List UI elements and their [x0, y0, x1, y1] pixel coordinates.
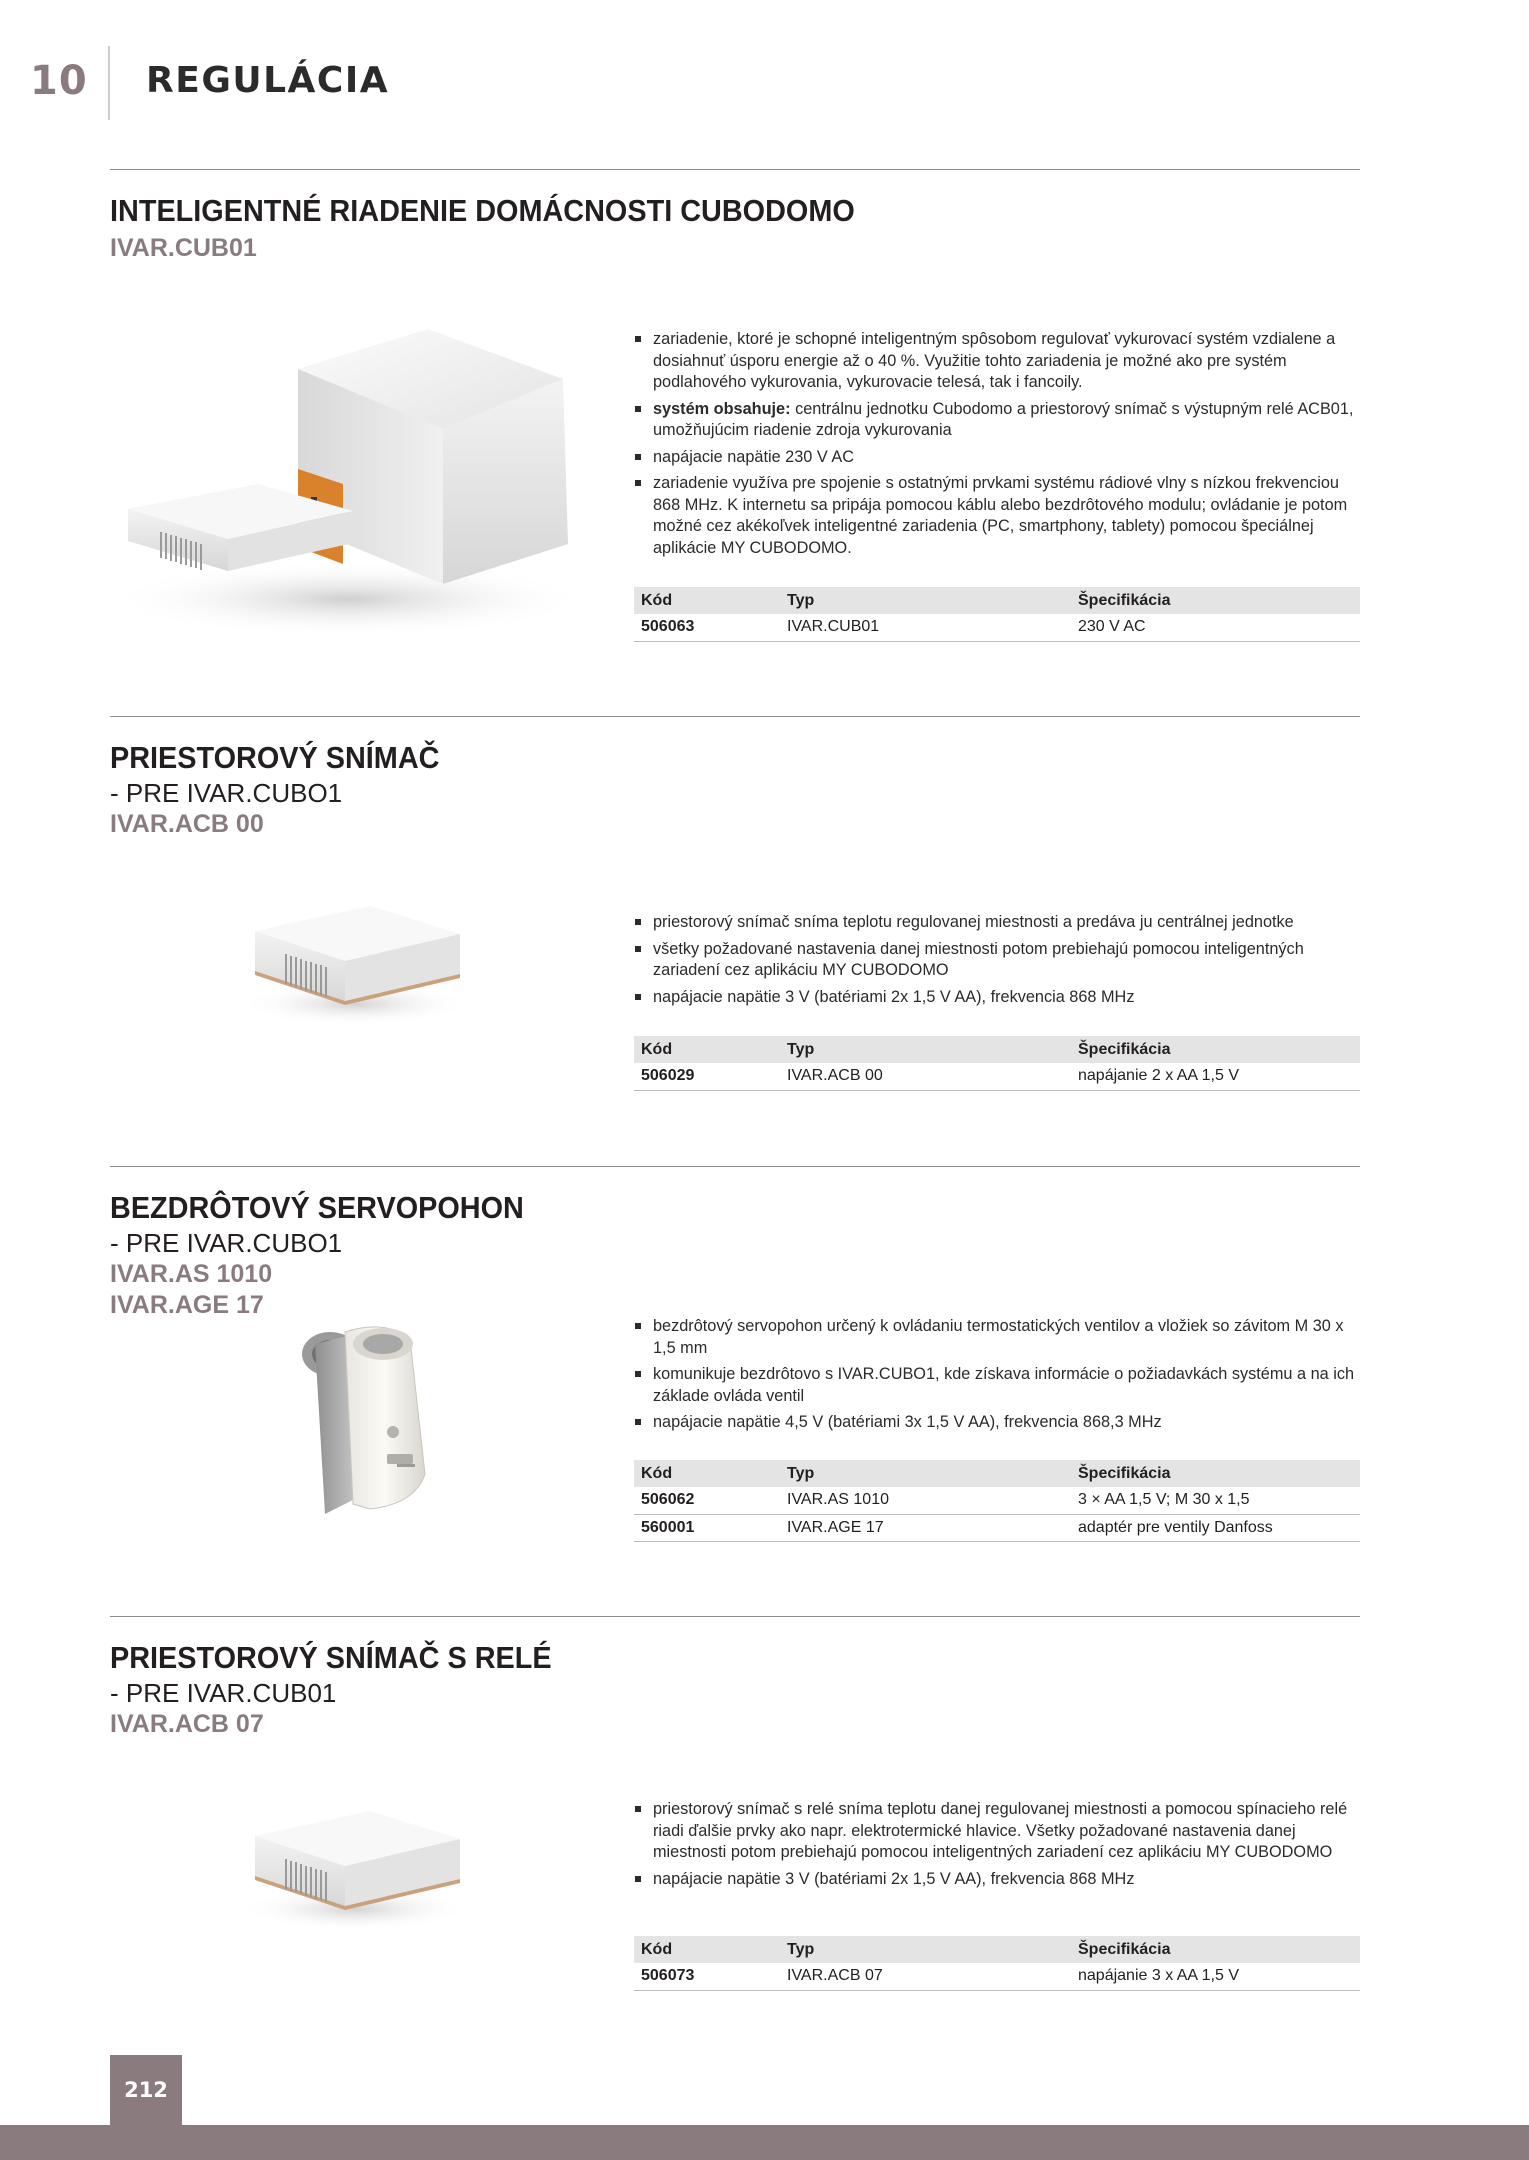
product-code: IVAR.CUB01 — [110, 234, 257, 262]
cell-spec: 230 V AC — [1071, 614, 1360, 641]
spec-table — [634, 587, 1360, 642]
section-subtitle: - PRE IVAR.CUB01 — [110, 1678, 337, 1708]
column-header-kod: Kód — [634, 1036, 780, 1063]
page-number: 212 — [110, 2055, 182, 2125]
cell-typ: IVAR.AS 1010 — [780, 1487, 1071, 1514]
section-rule — [110, 1166, 1360, 1167]
spec-table — [634, 1036, 1360, 1091]
cubodomo-unit-image — [98, 319, 598, 649]
cell-spec: adaptér pre ventily Danfoss — [1071, 1514, 1360, 1541]
section-subtitle: - PRE IVAR.CUBO1 — [110, 778, 343, 808]
cell-typ: IVAR.ACB 00 — [780, 1063, 1071, 1090]
list-item: systém obsahuje: centrálnu jednotku Cubodomo a priestorový snímač s výstupným relé ACB01, umožňujúcim riadenie zdroja vykurovania — [634, 399, 1360, 442]
list-item: napájacie napätie 4,5 V (batériami 3x 1,5 V AA), frekvencia 868,3 MHz — [634, 1412, 1360, 1434]
chapter-number: 10 — [30, 58, 88, 104]
column-header-typ: Typ — [780, 1936, 1071, 1963]
cell-kod: 506073 — [634, 1963, 780, 1990]
section-subtitle: - PRE IVAR.CUBO1 — [110, 1228, 343, 1258]
spec-table — [634, 1460, 1360, 1542]
column-header-spec: Špecifikácia — [1071, 1036, 1360, 1063]
chapter-divider — [108, 46, 110, 120]
feature-list — [634, 912, 1360, 1013]
product-code: IVAR.ACB 07 — [110, 1710, 264, 1738]
column-header-spec: Špecifikácia — [1071, 587, 1360, 614]
feature-list — [634, 1316, 1360, 1439]
list-item: zariadenie využíva pre spojenie s ostatnými prvkami systému rádiové vlny s nízkou frekvenciou 868 MHz. K internetu sa pripája pomocou káblu alebo bezdrôtového modulu; ovládanie je potom možné cez akékoľvek inteligentné zariadenia (PC, smartphony, tablety) pomocou špeciálnej aplikácie MY CUBODOMO. — [634, 473, 1360, 559]
column-header-spec: Špecifikácia — [1071, 1460, 1360, 1487]
section-rule — [110, 169, 1360, 170]
cell-kod: 560001 — [634, 1514, 780, 1541]
cell-typ: IVAR.ACB 07 — [780, 1963, 1071, 1990]
cell-kod: 506029 — [634, 1063, 780, 1090]
section-rule — [110, 716, 1360, 717]
column-header-typ: Typ — [780, 1460, 1071, 1487]
list-item: napájacie napätie 3 V (batériami 2x 1,5 V AA), frekvencia 868 MHz — [634, 987, 1360, 1009]
column-header-spec: Špecifikácia — [1071, 1936, 1360, 1963]
product-code: IVAR.ACB 00 — [110, 810, 264, 838]
list-item: bezdrôtový servopohon určený k ovládaniu termostatických ventilov a vložiek so závitom M 30 x 1,5 mm — [634, 1316, 1360, 1359]
list-item: všetky požadované nastavenia danej miestnosti potom prebiehajú pomocou inteligentných zariadení cez aplikáciu MY CUBODOMO — [634, 939, 1360, 982]
servo-drive-image — [275, 1314, 445, 1524]
section-title: PRIESTOROVÝ SNÍMAČ — [110, 740, 440, 775]
table-row — [634, 1514, 1360, 1541]
cell-spec: napájanie 2 x AA 1,5 V — [1071, 1063, 1360, 1090]
section-title: BEZDRÔTOVÝ SERVOPOHON — [110, 1190, 524, 1225]
cell-spec: napájanie 3 x AA 1,5 V — [1071, 1963, 1360, 1990]
table-row — [634, 1487, 1360, 1514]
table-row — [634, 1063, 1360, 1090]
room-sensor-image — [235, 876, 475, 1036]
feature-list — [634, 1799, 1360, 1895]
cell-kod: 506062 — [634, 1487, 780, 1514]
footer-band — [0, 2125, 1529, 2160]
product-code: IVAR.AS 1010 — [110, 1260, 273, 1288]
table-header-row — [634, 1936, 1360, 1963]
column-header-kod: Kód — [634, 1936, 780, 1963]
chapter-title: REGULÁCIA — [146, 60, 390, 101]
table-header-row — [634, 587, 1360, 614]
section-title: PRIESTOROVÝ SNÍMAČ S RELÉ — [110, 1640, 552, 1675]
table-header-row — [634, 1036, 1360, 1063]
list-item: napájacie napätie 3 V (batériami 2x 1,5 V AA), frekvencia 868 MHz — [634, 1869, 1360, 1891]
cell-typ: IVAR.AGE 17 — [780, 1514, 1071, 1541]
product-section-cubodomo — [110, 169, 1360, 649]
cell-spec: 3 × AA 1,5 V; M 30 x 1,5 — [1071, 1487, 1360, 1514]
cell-kod: 506063 — [634, 614, 780, 641]
list-item: napájacie napätie 230 V AC — [634, 447, 1360, 469]
section-rule — [110, 1616, 1360, 1617]
column-header-typ: Typ — [780, 1036, 1071, 1063]
table-row — [634, 1963, 1360, 1990]
product-section-servo-drive — [110, 1166, 1360, 1546]
list-item: priestorový snímač sníma teplotu regulovanej miestnosti a predáva ju centrálnej jednotke — [634, 912, 1360, 934]
spec-table — [634, 1936, 1360, 1991]
table-header-row — [634, 1460, 1360, 1487]
column-header-typ: Typ — [780, 587, 1071, 614]
cell-typ: IVAR.CUB01 — [780, 614, 1071, 641]
room-sensor-relay-image — [235, 1781, 475, 1941]
list-item: komunikuje bezdrôtovo s IVAR.CUBO1, kde získava informácie o požiadavkách systému a na ich základe ovláda ventil — [634, 1364, 1360, 1407]
product-section-room-sensor-relay — [110, 1616, 1360, 1996]
list-item: priestorový snímač s relé sníma teplotu danej regulovanej miestnosti a pomocou spínacieho relé riadi ďalšie prvky ako napr. elektrotermické hlavice. Všetky požadované nastavenia danej miestnosti potom prebiehajú pomocou inteligentných zariadení cez aplikáciu MY CUBODOMO — [634, 1799, 1360, 1864]
product-section-room-sensor — [110, 716, 1360, 1096]
column-header-kod: Kód — [634, 1460, 780, 1487]
product-code: IVAR.AGE 17 — [110, 1291, 264, 1319]
table-row — [634, 614, 1360, 641]
section-title: INTELIGENTNÉ RIADENIE DOMÁCNOSTI CUBODOMO — [110, 193, 855, 228]
column-header-kod: Kód — [634, 587, 780, 614]
feature-list — [634, 329, 1360, 564]
list-item: zariadenie, ktoré je schopné inteligentným spôsobom regulovať vykurovací systém vzdialene a dosiahnuť úsporu energie až o 40 %. Využitie tohto zariadenia je možné ako pre systém podlahového vykurovania, vykurovacie telesá, tak i fancoily. — [634, 329, 1360, 394]
